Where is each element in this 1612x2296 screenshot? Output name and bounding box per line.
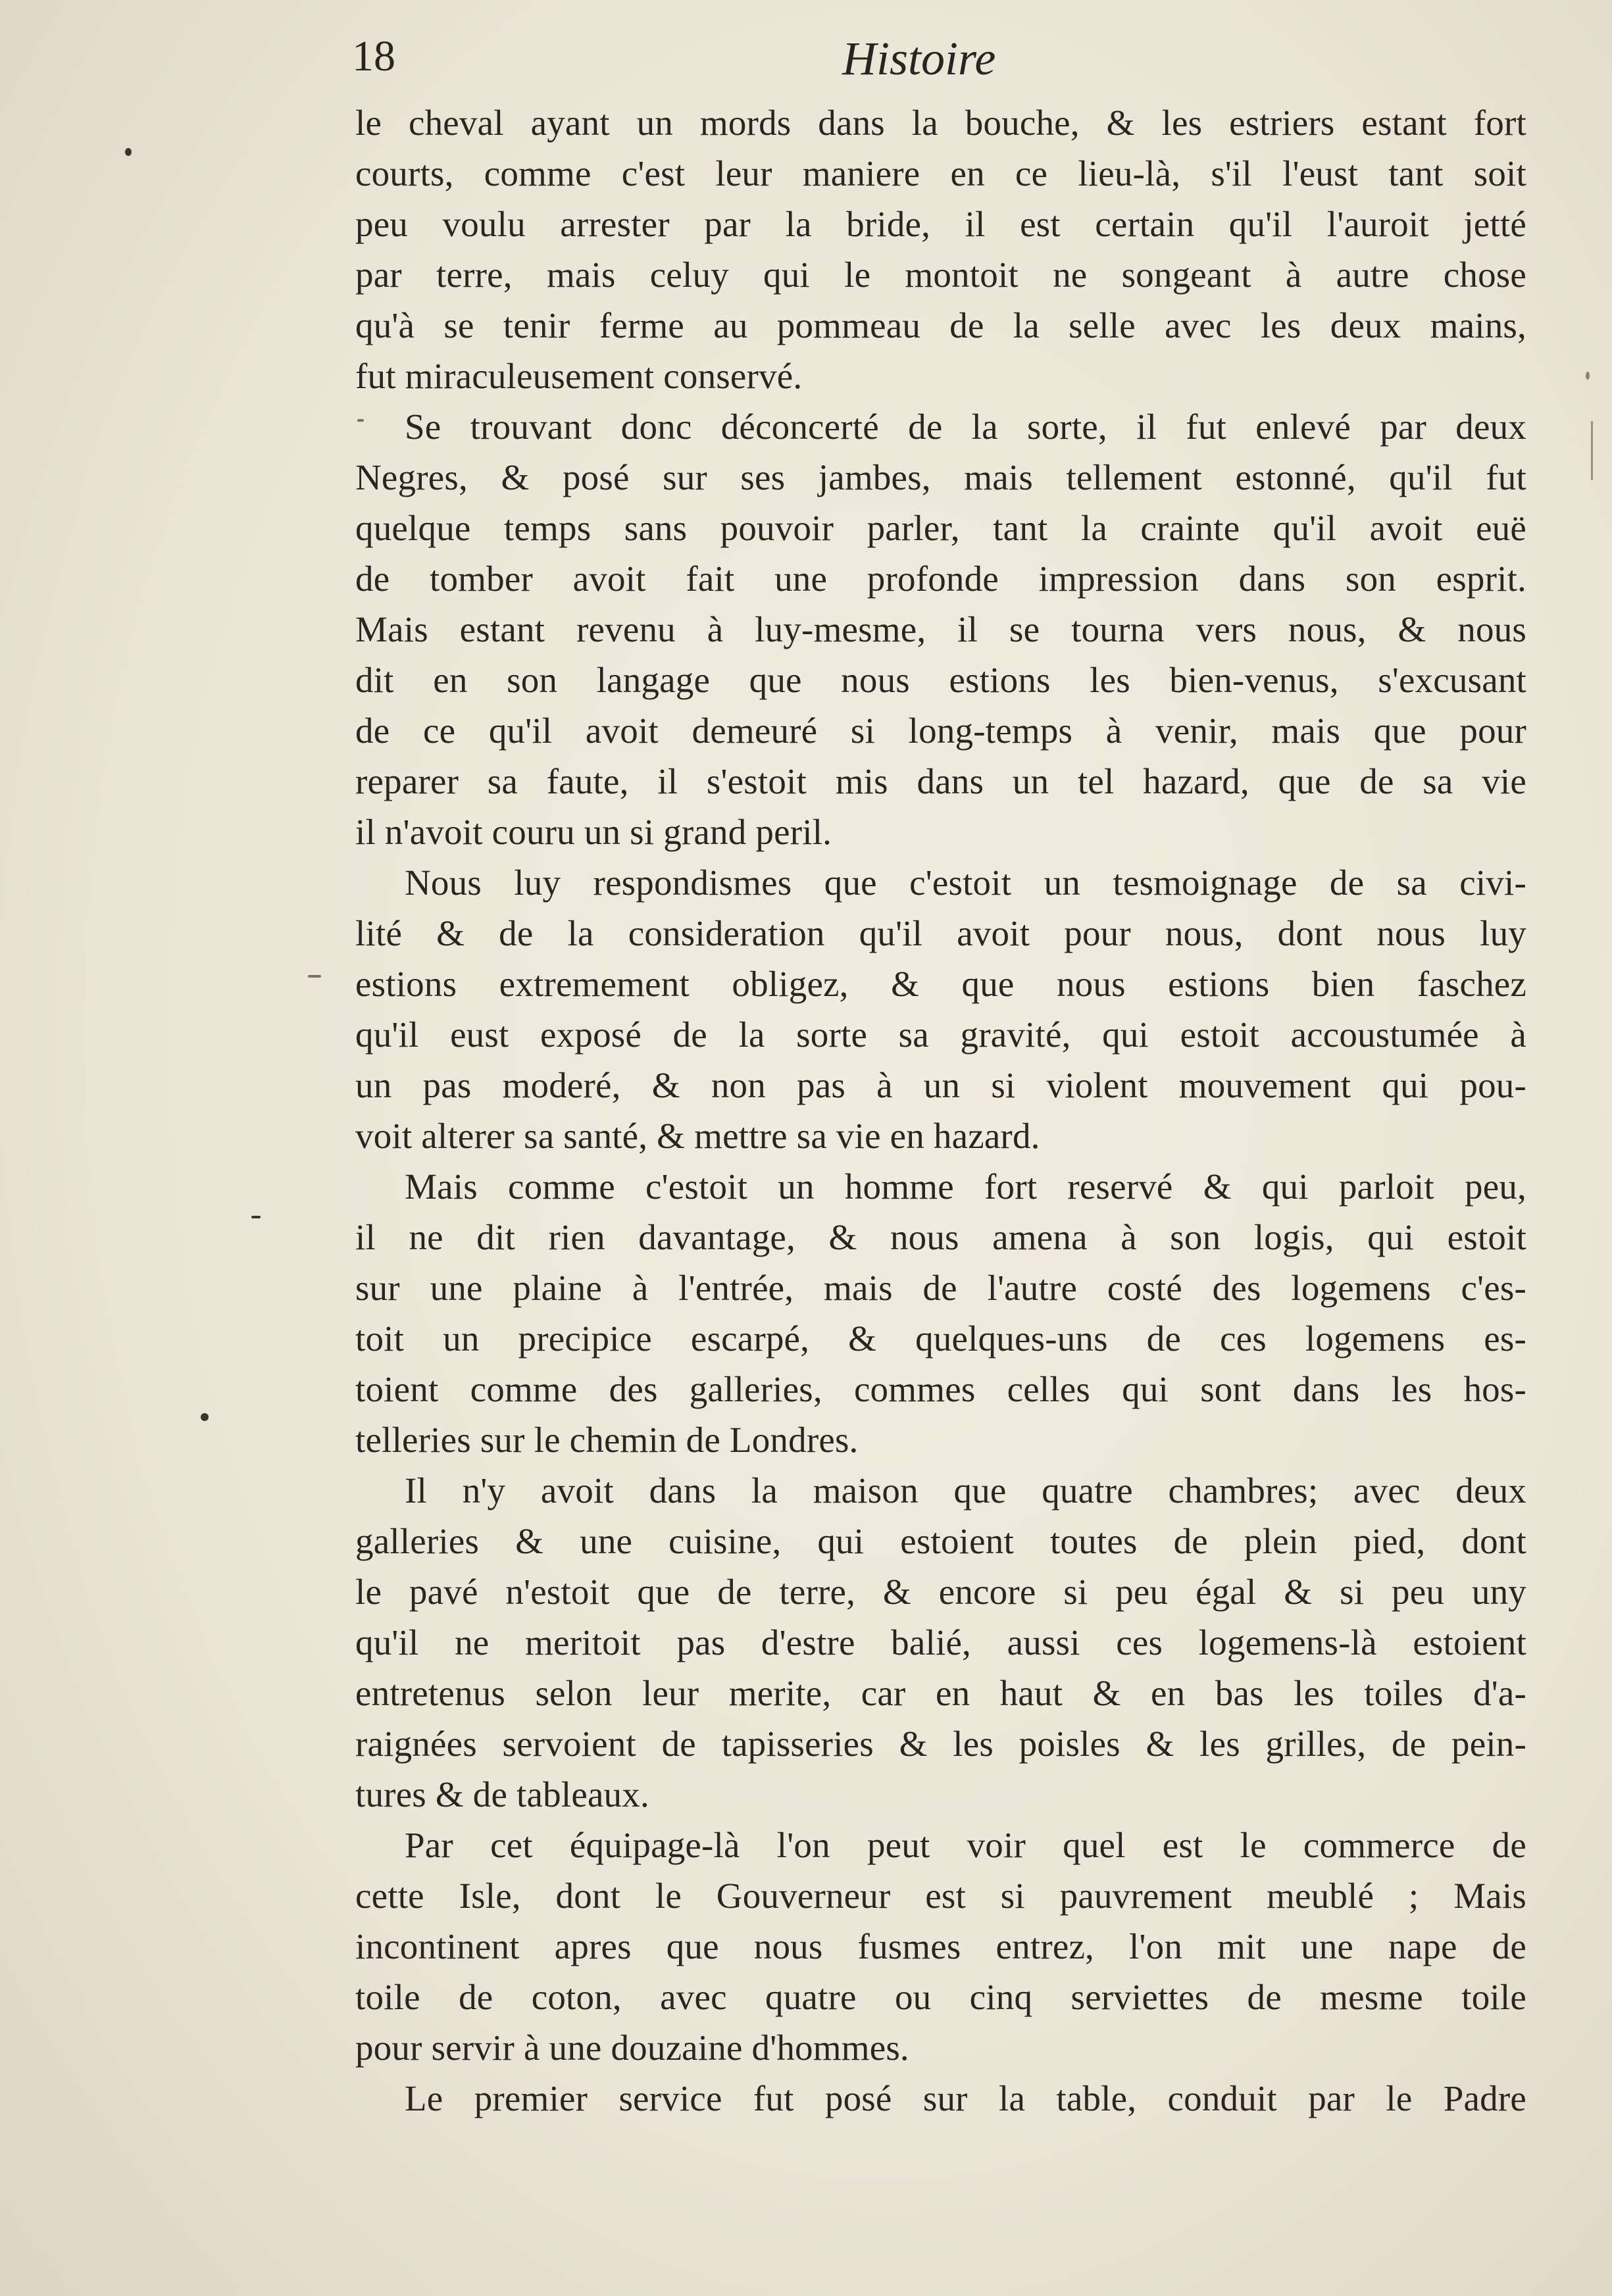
page-number: 18 <box>352 32 395 80</box>
text-line: Par cet équipage-là l'on peut voir quel est le commerce de <box>405 1825 1526 1865</box>
text-line: lité & de la consideration qu'il avoit pour nous, dont nous luy <box>355 913 1526 953</box>
ink-speck <box>251 1216 261 1218</box>
ink-speck <box>308 975 321 978</box>
text-line: toit un precipice escarpé, & quelques-uns de ces logemens es- <box>355 1318 1526 1359</box>
text-line: estions extremement obligez, & que nous estions bien faschez <box>355 964 1526 1004</box>
text-line: incontinent apres que nous fusmes entrez, l'on mit une nape de <box>355 1926 1526 1966</box>
text-line: courts, comme c'est leur maniere en ce lieu-là, s'il l'eust tant soit <box>355 153 1526 193</box>
ink-speck <box>1591 421 1593 480</box>
text-line: tures & de tableaux. <box>355 1774 649 1814</box>
text-line: qu'à se tenir ferme au pommeau de la selle avec les deux mains, <box>355 305 1526 345</box>
text-line: qu'il ne meritoit pas d'estre balié, aussi ces logemens-là estoient <box>355 1622 1526 1662</box>
text-line: entretenus selon leur merite, car en haut & en bas les toiles d'a- <box>355 1673 1526 1713</box>
text-line: Mais estant revenu à luy-mesme, il se tourna vers nous, & nous <box>355 609 1526 649</box>
ink-speck <box>201 1413 209 1421</box>
running-title: Histoire <box>842 32 996 85</box>
text-line: reparer sa faute, il s'estoit mis dans un tel hazard, que de sa vie <box>355 761 1526 801</box>
text-line: pour servir à une douzaine d'hommes. <box>355 2028 909 2068</box>
text-line: le pavé n'estoit que de terre, & encore si peu égal & si peu uny <box>355 1572 1526 1612</box>
text-line: fut miraculeusement conservé. <box>355 356 803 396</box>
text-line: un pas moderé, & non pas à un si violent mouvement qui pou- <box>355 1065 1526 1105</box>
text-line: Il n'y avoit dans la maison que quatre chambres; avec deux <box>405 1470 1526 1510</box>
ink-speck <box>125 148 132 156</box>
text-line: dit en son langage que nous estions les bien-venus, s'excusant <box>355 660 1526 700</box>
text-line: qu'il eust exposé de la sorte sa gravité, qui estoit accoustumée à <box>355 1014 1526 1055</box>
text-line: Nous luy respondismes que c'estoit un tesmoignage de sa civi- <box>405 862 1526 903</box>
body-text <box>355 97 1526 2124</box>
text-line: raignées servoient de tapisseries & les poisles & les grilles, de pein- <box>355 1724 1526 1764</box>
text-line: de tomber avoit fait une profonde impression dans son esprit. <box>355 559 1526 599</box>
text-line: il n'avoit couru un si grand peril. <box>355 812 832 852</box>
ink-speck <box>1586 372 1590 380</box>
text-line: peu voulu arrester par la bride, il est certain qu'il l'auroit jetté <box>355 204 1526 244</box>
text-line: Se trouvant donc déconcerté de la sorte, il fut enlevé par deux <box>405 407 1526 447</box>
text-line: cette Isle, dont le Gouverneur est si pauvrement meublé ; Mais <box>355 1876 1526 1916</box>
text-line: par terre, mais celuy qui le montoit ne songeant à autre chose <box>355 255 1526 295</box>
text-line: Le premier service fut posé sur la table, conduit par le Padre <box>405 2078 1526 2118</box>
text-line: Negres, & posé sur ses jambes, mais tellement estonné, qu'il fut <box>355 457 1526 497</box>
text-line: quelque temps sans pouvoir parler, tant la crainte qu'il avoit euë <box>355 508 1526 548</box>
ink-speck <box>357 419 364 422</box>
text-line: toient comme des galleries, commes celles qui sont dans les hos- <box>355 1369 1526 1409</box>
text-line: de ce qu'il avoit demeuré si long-temps à venir, mais que pour <box>355 711 1526 751</box>
text-line: le cheval ayant un mords dans la bouche, & les estriers estant fort <box>355 103 1526 143</box>
text-line: toile de coton, avec quatre ou cinq serviettes de mesme toile <box>355 1977 1526 2017</box>
text-line: voit alterer sa santé, & mettre sa vie en hazard. <box>355 1116 1040 1156</box>
text-line: telleries sur le chemin de Londres. <box>355 1420 859 1460</box>
text-line: sur une plaine à l'entrée, mais de l'autre costé des logemens c'es- <box>355 1268 1526 1308</box>
page-header <box>352 32 1530 91</box>
text-line: galleries & une cuisine, qui estoient toutes de plein pied, dont <box>355 1521 1526 1561</box>
text-line: Mais comme c'estoit un homme fort reservé & qui parloit peu, <box>405 1166 1526 1207</box>
text-line: il ne dit rien davantage, & nous amena à son logis, qui estoit <box>355 1217 1526 1257</box>
